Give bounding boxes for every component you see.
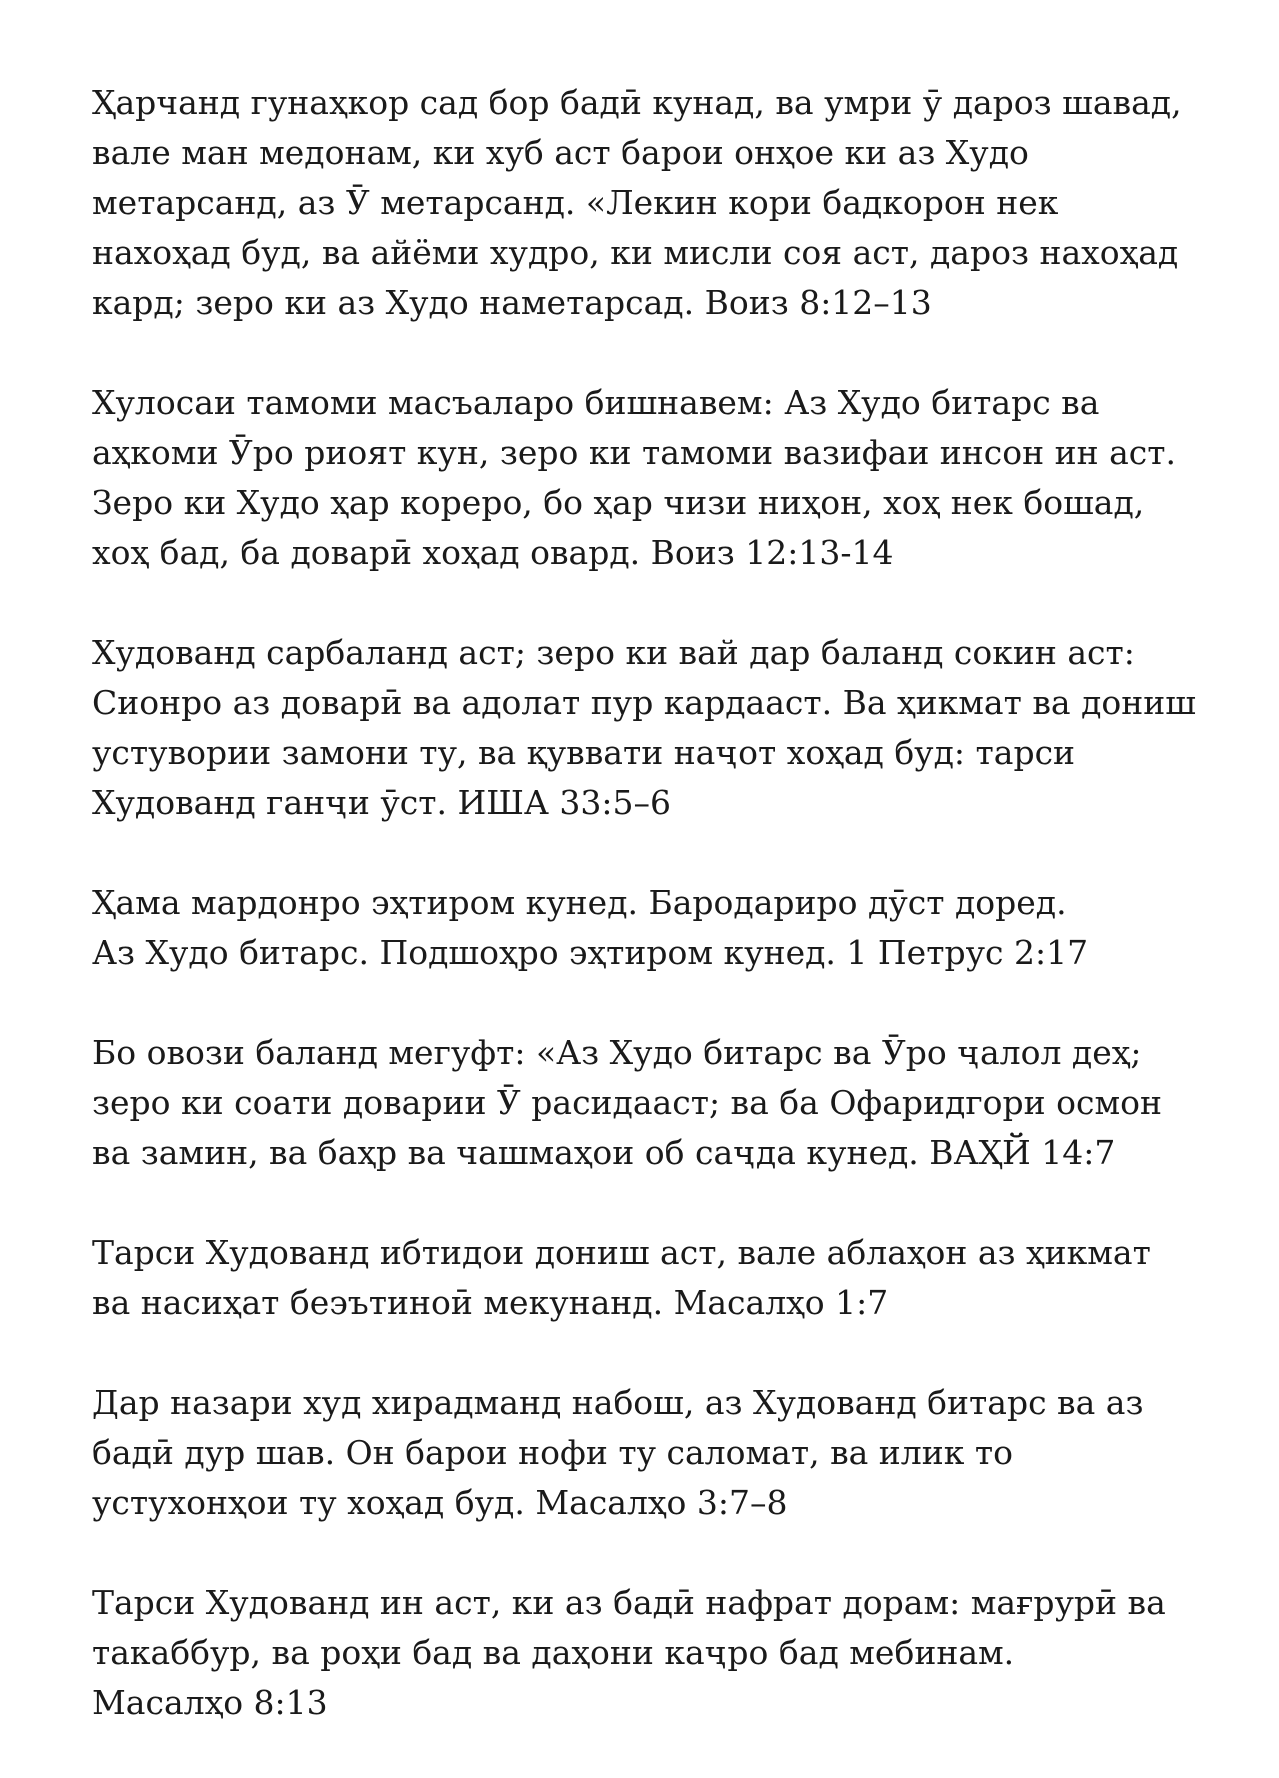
text-line: хоҳ бад, ба доварӣ хоҳад овард. Воиз 12:13-14 bbox=[92, 533, 894, 572]
text-line: Худованд ганҷи ӯст. ИША 33:5–6 bbox=[92, 783, 672, 822]
text-line: вале ман медонам, ки хуб аст барои онҳое ки аз Худо bbox=[92, 133, 1029, 172]
text-line: такаббур, ва роҳи бад ва даҳони каҷро бад мебинам. bbox=[92, 1633, 1015, 1672]
text-line: ва замин, ва баҳр ва чашмаҳои об саҷда кунед. ВАҲЙ 14:7 bbox=[92, 1133, 1116, 1172]
text-line: зеро ки соати доварии Ӯ расидааст; ва ба Офаридгори осмон bbox=[92, 1083, 1162, 1122]
text-line: устухонҳои ту хоҳад буд. Масалҳо 3:7–8 bbox=[92, 1483, 788, 1522]
passage-masalho-1-7 bbox=[92, 1228, 1212, 1328]
passage-isha-33-5 bbox=[92, 628, 1212, 828]
text-line: Тарси Худованд ин аст, ки аз бадӣ нафрат дорам: мағрурӣ ва bbox=[92, 1583, 1166, 1622]
text-line: Ҳама мардонро эҳтиром кунед. Бародариро дӯст доред. bbox=[92, 883, 1067, 922]
passage-masalho-8-13 bbox=[92, 1578, 1212, 1728]
text-line: нахоҳад буд, ва айёми худро, ки мисли соя аст, дароз нахоҳад bbox=[92, 233, 1179, 272]
text-line: устувории замони ту, ва қуввати наҷот хоҳад буд: тарси bbox=[92, 733, 1076, 772]
text-line: Бо овози баланд мегуфт: «Аз Худо битарс ва Ӯро ҷалол деҳ; bbox=[92, 1033, 1142, 1072]
text-line: Сионро аз доварӣ ва адолат пур кардааст. Ва ҳикмат ва дониш bbox=[92, 683, 1196, 722]
text-line: Зеро ки Худо ҳар кореро, бо ҳар чизи ниҳон, хоҳ нек бошад, bbox=[92, 483, 1145, 522]
text-line: Худованд сарбаланд аст; зеро ки вай дар баланд сокин аст: bbox=[92, 633, 1135, 672]
passage-masalho-3-7 bbox=[92, 1378, 1212, 1528]
passage-voiz-12-13 bbox=[92, 378, 1212, 578]
passage-voiz-8-12 bbox=[92, 78, 1212, 328]
text-line: Дар назари худ хирадманд набош, аз Худованд битарс ва аз bbox=[92, 1383, 1144, 1422]
text-line: бадӣ дур шав. Он барои нофи ту саломат, ва илик то bbox=[92, 1433, 1014, 1472]
text-line: Хулосаи тамоми масъаларо бишнавем: Аз Худо битарс ва bbox=[92, 383, 1100, 422]
text-line: ва насиҳат беэътиноӣ мекунанд. Масалҳо 1:7 bbox=[92, 1283, 889, 1322]
passage-1-petrus-2-17 bbox=[92, 878, 1212, 978]
text-line: метарсанд, аз Ӯ метарсанд. «Лекин кори бадкорон нек bbox=[92, 183, 1059, 222]
text-column bbox=[92, 78, 1212, 1778]
text-line: кард; зеро ки аз Худо наметарсад. Воиз 8:12–13 bbox=[92, 283, 932, 322]
text-line: Аз Худо битарс. Подшоҳро эҳтиром кунед. 1 Петрус 2:17 bbox=[92, 933, 1089, 972]
text-line: Масалҳо 8:13 bbox=[92, 1683, 328, 1722]
text-line: Ҳарчанд гунаҳкор сад бор бадӣ кунад, ва умри ӯ дароз шавад, bbox=[92, 83, 1182, 122]
text-line: Тарси Худованд ибтидои дониш аст, вале аблаҳон аз ҳикмат bbox=[92, 1233, 1151, 1272]
text-line: аҳкоми Ӯро риоят кун, зеро ки тамоми вазифаи инсон ин аст. bbox=[92, 433, 1177, 472]
passage-vahy-14-7 bbox=[92, 1028, 1212, 1178]
